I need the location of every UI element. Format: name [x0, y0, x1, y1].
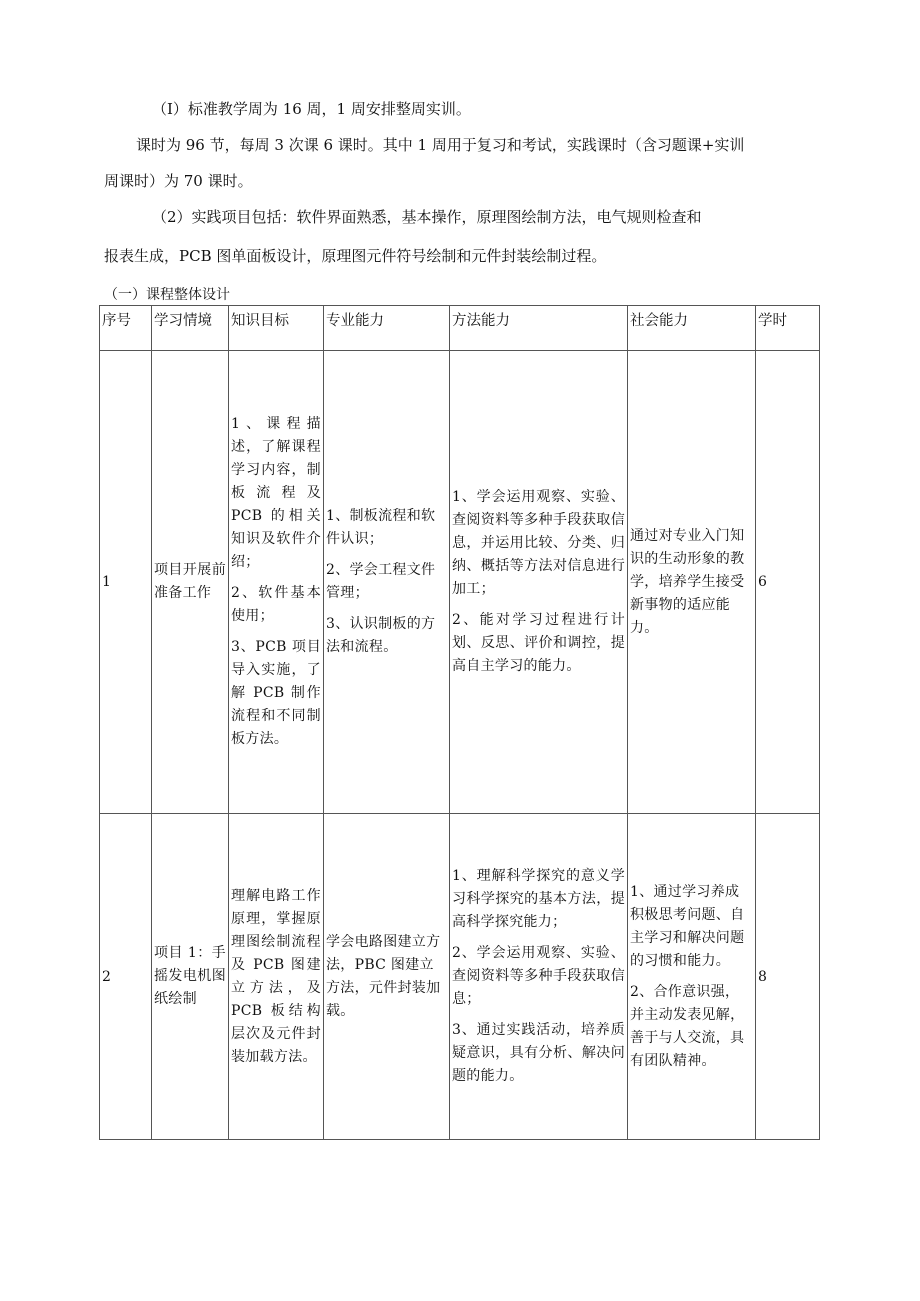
table-caption: （一）课程整体设计 [104, 287, 230, 303]
header-no: 序号 [100, 306, 152, 351]
paragraph-2-line-1: 课时为 96 节，每周 3 次课 6 课时。其中 1 周用于复习和考试，实践课时（含习题课+实训 [136, 136, 745, 154]
row-1-professional-item: 1、制板流程和软件认识； [326, 508, 436, 547]
paragraph-3-line-2: 报表生成，PCB 图单面板设计，原理图元件符号绘制和元件封装绘制过程。 [104, 247, 607, 265]
row-1-method-item: 1、学会运用观察、实验、查阅资料等多种手段获取信息，并运用比较、分类、归纳、概括等方法对信息进行加工； [452, 489, 625, 597]
paragraph-3-line-1: （2）实践项目包括：软件界面熟悉，基本操作，原理图绘制方法，电气规则检查和 [152, 208, 702, 226]
row-1-no: 1 [100, 351, 152, 814]
row-2-knowledge [229, 814, 324, 1140]
table-row [100, 814, 820, 1140]
row-1-hours: 6 [756, 351, 820, 814]
header-social: 社会能力 [628, 306, 756, 351]
row-1-social [628, 351, 756, 814]
paragraph-1: （I）标准教学周为 16 周，1 周安排整周实训。 [152, 100, 471, 118]
row-1-method-item: 2、能对学习过程进行计划、反思、评价和调控，提高自主学习的能力。 [452, 612, 625, 674]
row-2-knowledge-item: 理解电路工作原理，掌握原理图绘制流程及 PCB 图建立方法，及 PCB 板结构层次及元件封装加载方法。 [231, 887, 321, 1065]
row-1-knowledge [229, 351, 324, 814]
row-1-knowledge-item: 2、软件基本使用； [231, 585, 321, 624]
header-hours: 学时 [756, 306, 820, 351]
row-2-method-item: 3、通过实践活动，培养质疑意识，具有分析、解决问题的能力。 [452, 1022, 625, 1084]
row-2-social-item: 1、通过学习养成积极思考问题、自主学习和解决问题的习惯和能力。 [630, 883, 745, 969]
table-row [100, 351, 820, 814]
course-design-table [99, 305, 820, 1140]
header-knowledge: 知识目标 [229, 306, 324, 351]
row-1-professional-item: 2、学会工程文件管理； [326, 562, 436, 601]
header-method: 方法能力 [450, 306, 628, 351]
row-1-knowledge-item: 1、课程描述，了解课程学习内容，制板流程及 PCB 的相关知识及软件介绍； [231, 416, 321, 570]
table-header-row [100, 306, 820, 351]
row-2-hours: 8 [756, 814, 820, 1140]
row-2-method-item: 1、理解科学探究的意义学习科学探究的基本方法，提高科学探究能力； [452, 868, 625, 930]
row-2-professional [324, 814, 450, 1140]
row-2-method-item: 2、学会运用观察、实验、查阅资料等多种手段获取信息； [452, 945, 625, 1007]
row-1-professional [324, 351, 450, 814]
header-situation: 学习情境 [152, 306, 229, 351]
header-professional: 专业能力 [324, 306, 450, 351]
row-2-method [450, 814, 628, 1140]
row-2-situation: 项目 1：手摇发电机图纸绘制 [152, 814, 229, 1140]
row-1-professional-item: 3、认识制板的方法和流程。 [326, 616, 436, 655]
row-1-method [450, 351, 628, 814]
row-1-situation: 项目开展前准备工作 [152, 351, 229, 814]
row-1-social-item: 通过对专业入门知识的生动形象的教学，培养学生接受新事物的适应能力。 [630, 527, 745, 636]
row-2-social-item: 2、合作意识强，并主动发表见解，善于与人交流，具有团队精神。 [630, 983, 745, 1069]
row-2-no: 2 [100, 814, 152, 1140]
row-2-social [628, 814, 756, 1140]
paragraph-2-line-2: 周课时）为 70 课时。 [104, 172, 253, 190]
row-2-professional-item: 学会电路图建立方法，PBC 图建立方法，元件封装加载。 [326, 933, 441, 1019]
row-1-knowledge-item: 3、PCB 项目导入实施，了解 PCB 制作流程和不同制板方法。 [231, 639, 321, 747]
